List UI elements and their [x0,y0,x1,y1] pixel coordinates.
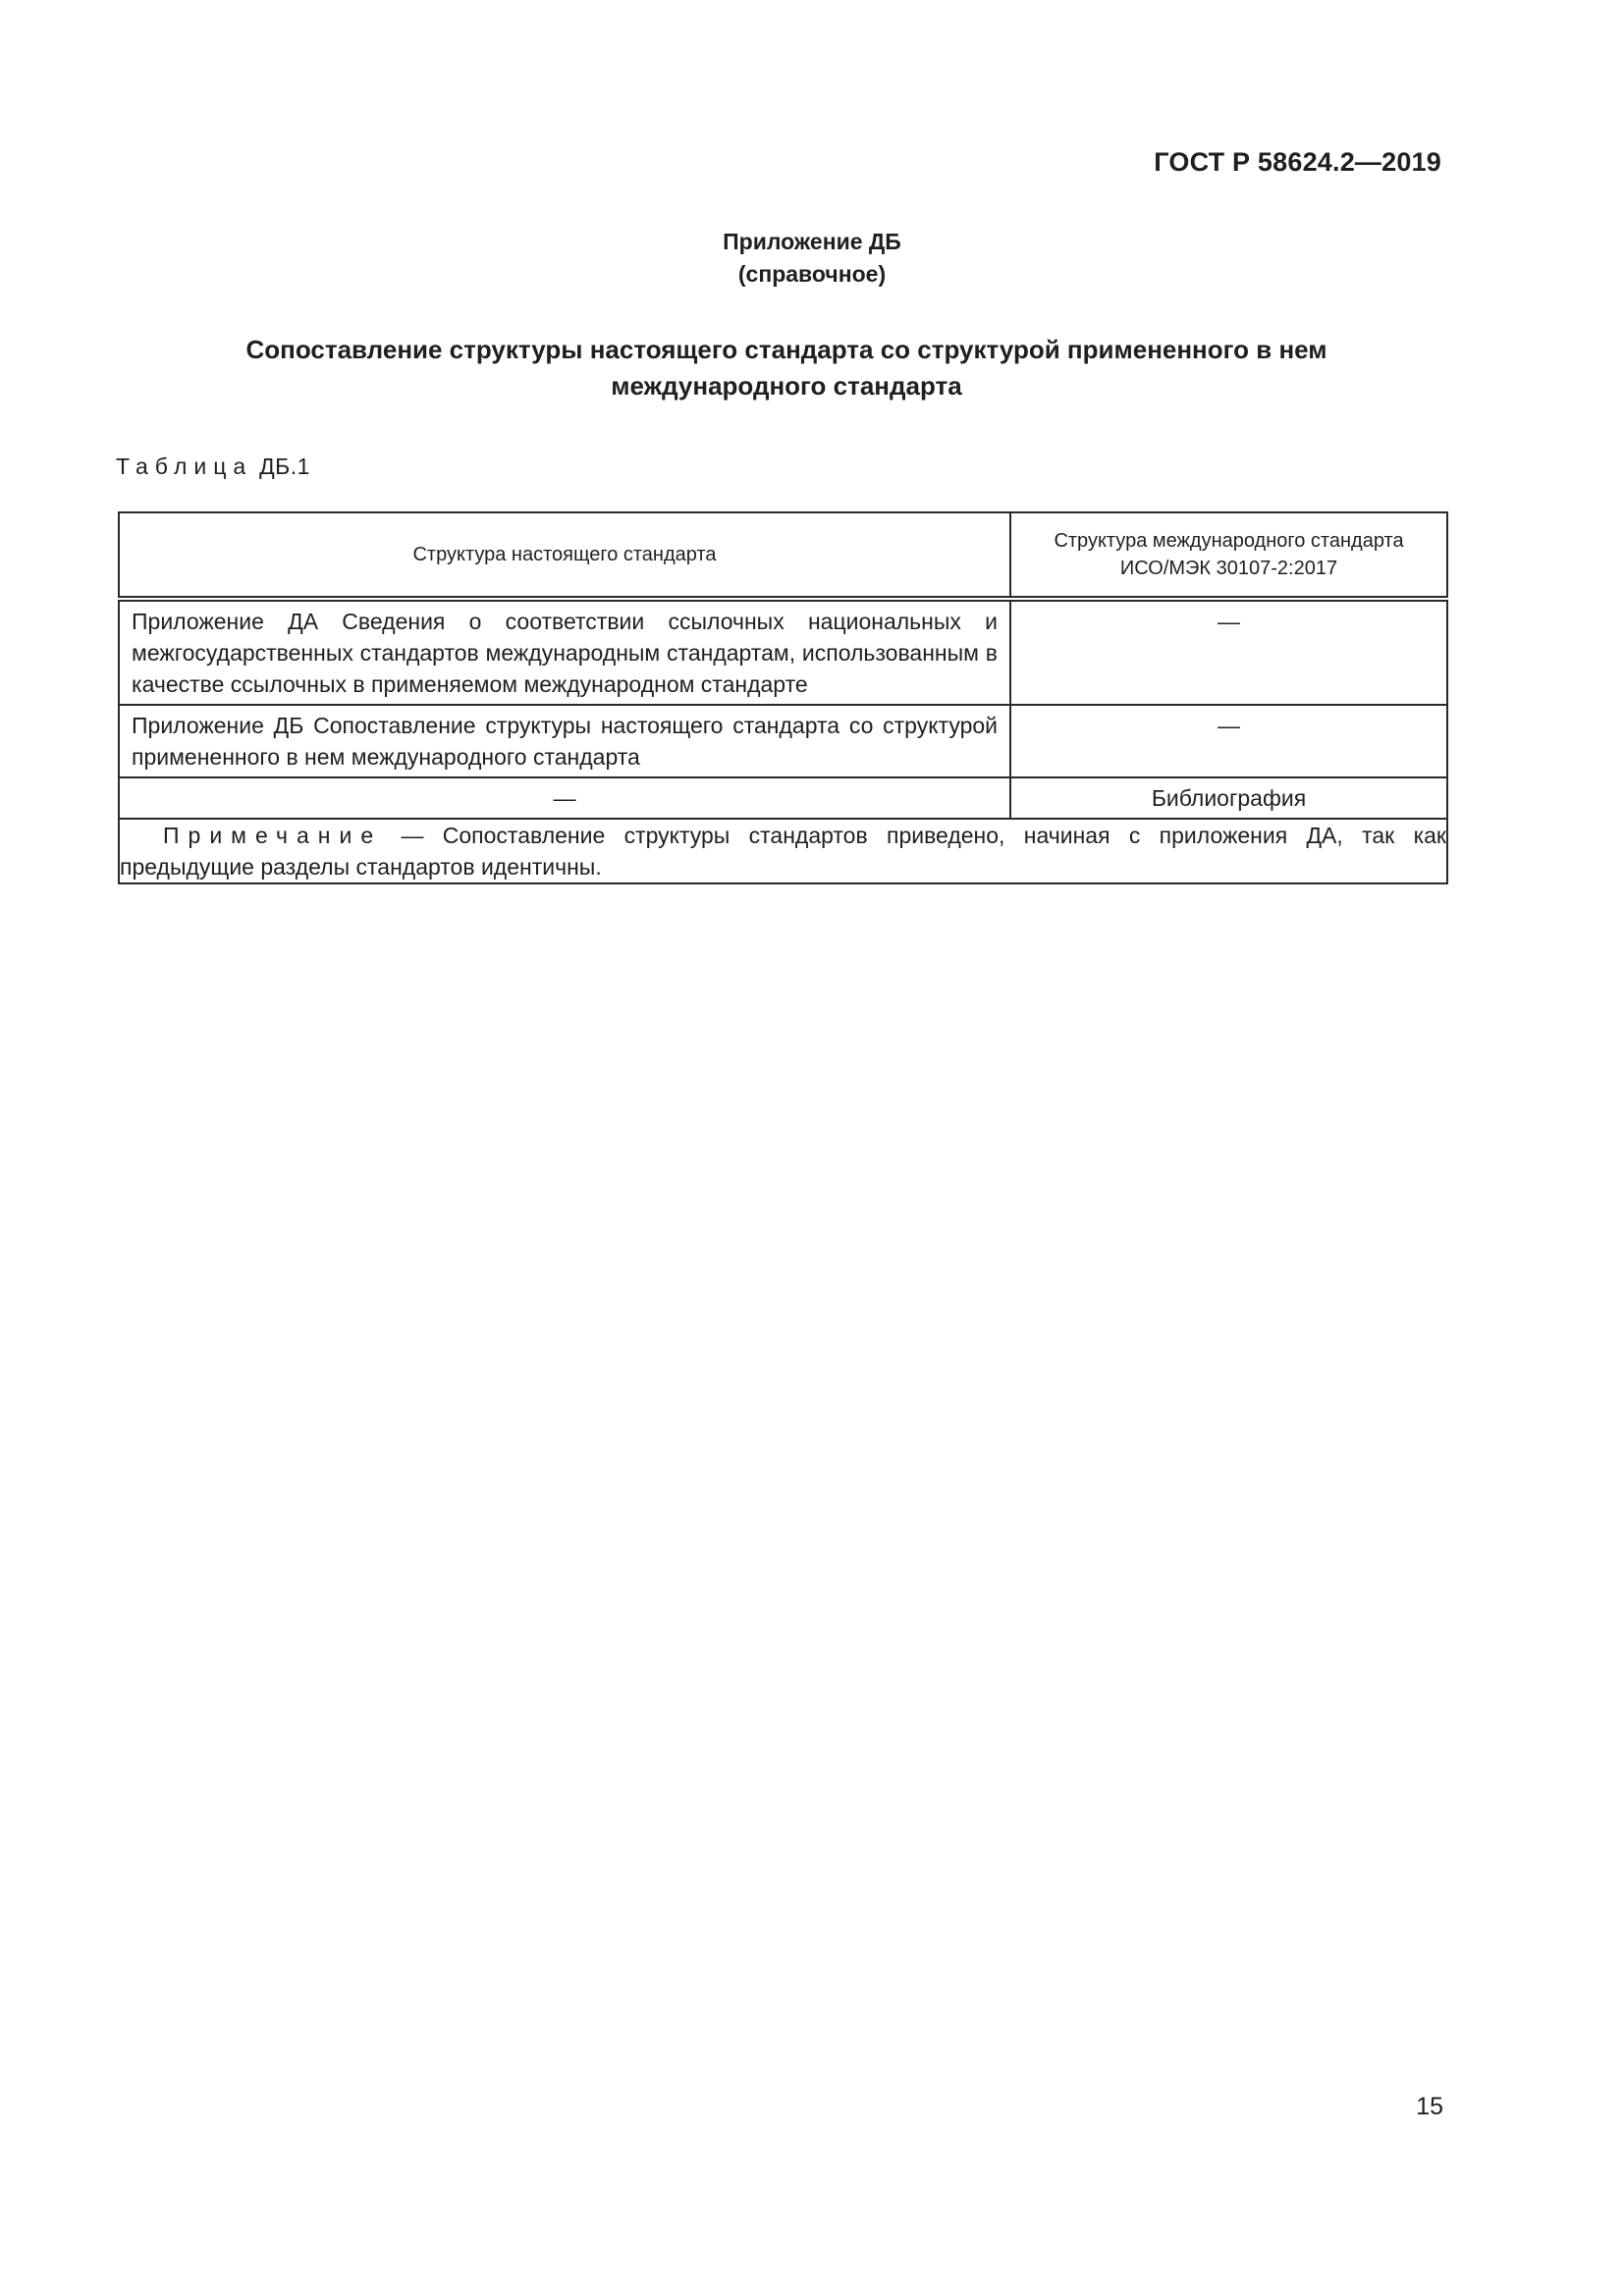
cell-current [119,599,1010,705]
table-note-row [119,819,1447,883]
header-international-line-2: ИСО/МЭК 30107-2:2017 [1119,558,1338,579]
appendix-label: Приложение ДБ [723,229,901,254]
document-code: ГОСТ Р 58624.2—2019 [1154,147,1441,177]
page-number: 15 [1416,2093,1443,2120]
table-row [119,599,1447,705]
cell-current-text: Приложение ДА Сведения о соответствии ссылочных национальных и межгосударственных стандартов международным стандартам, использованным в качестве ссылочных в применяемом международном стандарте [132,609,998,697]
cell-international-text: — [1218,609,1240,634]
table-row [119,777,1447,819]
appendix-title [157,332,1416,404]
note-label: Примечание [163,823,383,848]
header-international-standard [1010,512,1447,599]
table-caption-word: Таблица [116,454,253,479]
table-note [119,819,1447,883]
note-text: — Сопоставление структуры стандартов приведено, начиная с приложения ДА, так как предыдущие разделы стандартов идентичны. [120,823,1446,880]
cell-international [1010,705,1447,777]
header-current-standard: Структура настоящего стандарта [119,512,1010,599]
header-international-line-1: Структура международного стандарта [1054,530,1404,552]
title-line-1: Сопоставление структуры настоящего стандарта со структурой примененного в нем [245,335,1327,364]
appendix-heading [0,226,1624,291]
cell-current [119,705,1010,777]
cell-current [119,777,1010,819]
title-line-2: международного стандарта [611,371,962,400]
cell-current-text: Приложение ДБ Сопоставление структуры настоящего стандарта со структурой примененного в нем международного стандарта [132,713,998,770]
appendix-status: (справочное) [737,261,887,287]
table-row [119,705,1447,777]
structure-comparison-table [118,511,1448,884]
cell-international [1010,777,1447,819]
table-caption [116,454,310,480]
cell-international-text: — [1218,713,1240,738]
table-caption-number: ДБ.1 [259,454,310,479]
cell-international [1010,599,1447,705]
cell-international-text: Библиография [1151,785,1307,811]
table-header-row [119,512,1447,599]
cell-current-text: — [553,785,576,811]
